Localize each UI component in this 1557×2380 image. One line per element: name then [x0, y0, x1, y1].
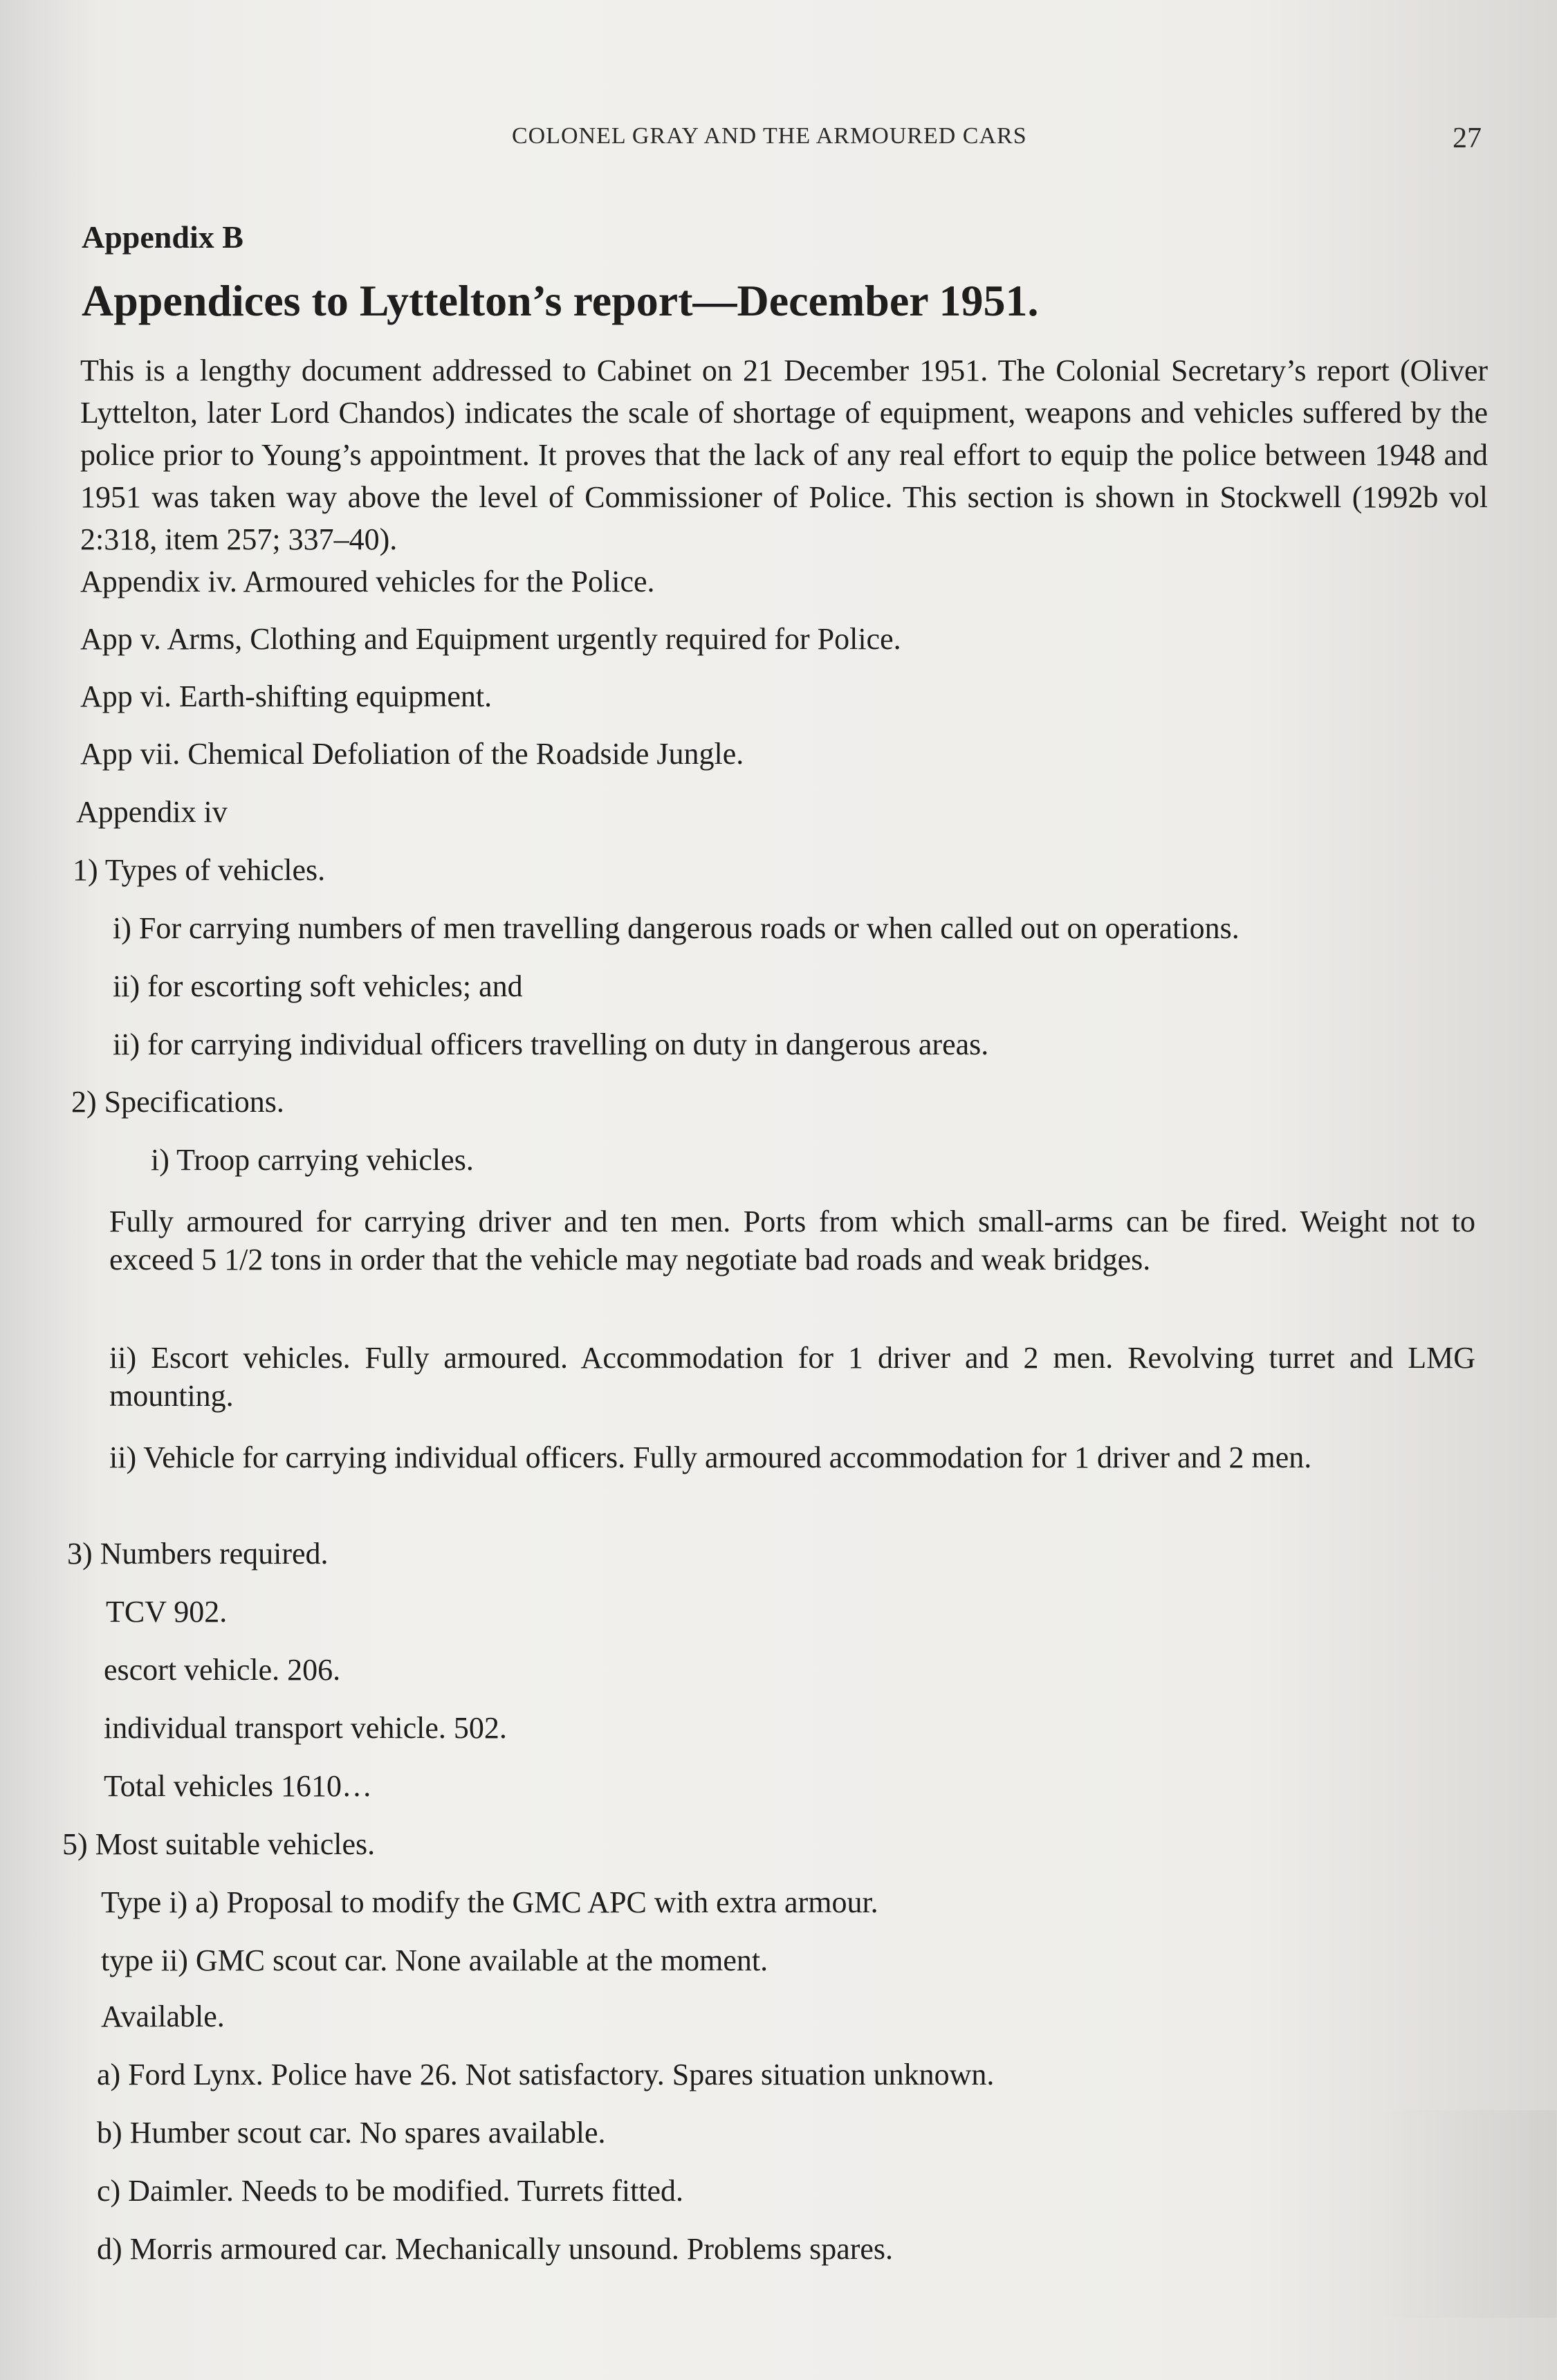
- individual-text: ii) Vehicle for carrying individual officers. Fully armoured accommodation for 1 driver and 2 men.: [109, 1440, 1312, 1474]
- suitable-type-i: Type i) a) Proposal to modify the GMC APC with extra armour.: [101, 1885, 878, 1919]
- numbers-item: TCV 902.: [106, 1595, 228, 1629]
- available-label: Available.: [101, 1999, 225, 2033]
- suitable-heading: 5) Most suitable vehicles.: [62, 1827, 376, 1861]
- section-heading: Appendix iv: [76, 795, 228, 829]
- numbers-item: Total vehicles 1610…: [104, 1769, 372, 1803]
- numbers-item: individual transport vehicle. 502.: [104, 1711, 507, 1745]
- escort-text: ii) Escort vehicles. Fully armoured. Accommodation for 1 driver and 2 men. Revolving turret and LMG mounting.: [109, 1341, 1475, 1413]
- numbers-heading: 3) Numbers required.: [67, 1537, 329, 1571]
- types-heading: 1) Types of vehicles.: [73, 853, 326, 887]
- types-item: ii) for escorting soft vehicles; and: [113, 969, 523, 1003]
- troop-text: Fully armoured for carrying driver and ten men. Ports from which small-arms can be fired. Weight not to exceed 5 1/2 tons in order that the vehicle may negotiate bad roads and weak bridges.: [109, 1205, 1475, 1276]
- suitable-type-ii: type ii) GMC scout car. None available at the moment.: [101, 1943, 768, 1977]
- contents-item: App v. Arms, Clothing and Equipment urgently required for Police.: [80, 622, 901, 656]
- types-item: i) For carrying numbers of men travelling dangerous roads or when called out on operations.: [113, 911, 1240, 945]
- contents-item: Appendix iv. Armoured vehicles for the Police.: [80, 565, 655, 598]
- troop-heading: i) Troop carrying vehicles.: [151, 1143, 474, 1177]
- specifications-heading: 2) Specifications.: [71, 1085, 284, 1119]
- vehicle-item: c) Daimler. Needs to be modified. Turrets fitted.: [97, 2174, 684, 2208]
- intro-paragraph: This is a lengthy document addressed to Cabinet on 21 December 1951. The Colonial Secretary’s report (Oliver Lyttelton, later Lord Chandos) indicates the scale of shortage of equipment, weapons and vehicles suffered by the police prior to Young’s appointment. It proves that the lack of any real effort to equip the police between 1948 and 1951 was taken way above the level of Commissioner of Police. This section is shown in Stockwell (1992b vol 2:318, item 257; 337–40).: [80, 354, 1488, 556]
- running-head: COLONEL GRAY AND THE ARMOURED CARS: [512, 123, 1027, 149]
- page-number: 27: [1453, 122, 1482, 154]
- vehicle-item: d) Morris armoured car. Mechanically unsound. Problems spares.: [97, 2232, 894, 2266]
- numbers-item: escort vehicle. 206.: [104, 1653, 341, 1687]
- vehicle-item: a) Ford Lynx. Police have 26. Not satisfactory. Spares situation unknown.: [97, 2058, 995, 2091]
- vehicle-item: b) Humber scout car. No spares available.: [97, 2116, 606, 2150]
- page-shadow: [1376, 2110, 1556, 2318]
- appendix-label: Appendix B: [82, 219, 243, 255]
- contents-item: App vii. Chemical Defoliation of the Roadside Jungle.: [80, 737, 744, 771]
- types-item: ii) for carrying individual officers travelling on duty in dangerous areas.: [113, 1027, 989, 1061]
- contents-item: App vi. Earth-shifting equipment.: [80, 679, 492, 713]
- page-title: Appendices to Lyttelton’s report—December 1951.: [82, 276, 1039, 325]
